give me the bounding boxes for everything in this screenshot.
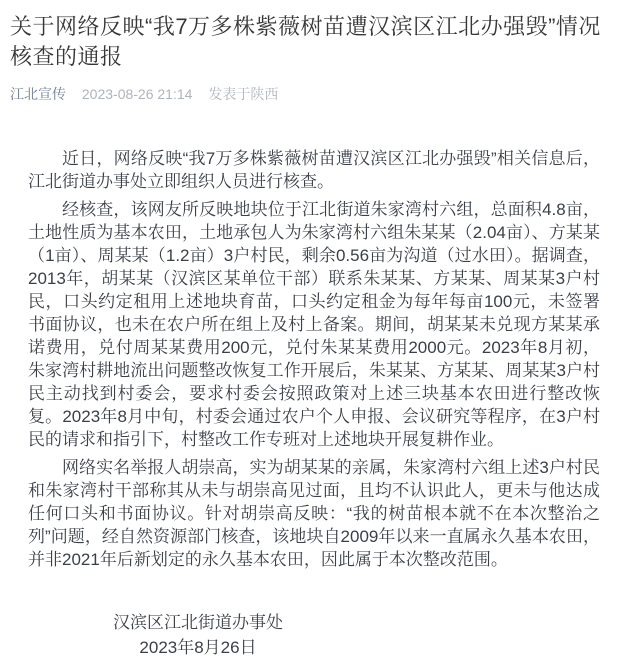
signature-org: 汉滨区江北街道办事处 bbox=[113, 613, 283, 632]
byline bbox=[10, 85, 618, 103]
account-name-link[interactable]: 江北宣传 bbox=[10, 86, 66, 102]
page-title: 关于网络反映“我7万多株紫薇树苗遭汉滨区江北办强毁”情况核查的通报 bbox=[10, 14, 601, 69]
signature-date: 2023年8月26日 bbox=[139, 638, 257, 657]
publish-time: 2023-08-26 21:14 bbox=[81, 86, 193, 102]
paragraph-intro: 近日，网络反映“我7万多株紫薇树苗遭汉滨区江北办强毁”相关信息后，江北街道办事处立即组织人员进行核查。 bbox=[28, 149, 600, 191]
paragraph-verification-details: 经核查，该网友所反映地块位于江北街道朱家湾村六组，总面积4.8亩，土地性质为基本农田，土地承包人为朱家湾村六组朱某某（2.04亩）、方某某（1亩）、周某某（1.2亩）3户村民，剩余0.56亩为沟道（过水田）。据调查，2013年，胡某某（汉滨区某单位干部）联系朱某某、方某某、周某某3户村民，口头约定租用上述地块育苗，口头约定租金为每年每亩100元，未签署书面协议，也未在农户所在组上及村上备案。期间，胡某某未兑现方某某承诺费用，兑付周某某费用200元，兑付朱某某费用2000元。2023年8月初，朱家湾村耕地流出问题整改恢复工作开展后，朱某某、方某某、周某某3户村民主动找到村委会，要求村委会按照政策对上述三块基本农田进行整改恢复。2023年8月中旬，村委会通过农户个人申报、会议研究等程序，在3户村民的请求和指引下，村整改工作专班对上述地块开展复耕作业。 bbox=[28, 200, 600, 449]
paragraph-reporter-findings: 网络实名举报人胡崇高，实为胡某某的亲属，朱家湾村六组上述3户村民和朱家湾村干部称其从未与胡崇高见过面，且均不认识此人，更未与他达成任何口头和书面协议。针对胡崇高反映：“我的树苗根本就不在本次整治之列”问题，经自然资源部门核查，该地块自2009年以来一直属永久基本农田，并非2021年后新划定的永久基本农田，因此属于本次整改范围。 bbox=[28, 458, 600, 569]
signature-block bbox=[113, 610, 283, 659]
publish-location: 发表于陕西 bbox=[208, 86, 279, 102]
article-body bbox=[28, 147, 600, 659]
